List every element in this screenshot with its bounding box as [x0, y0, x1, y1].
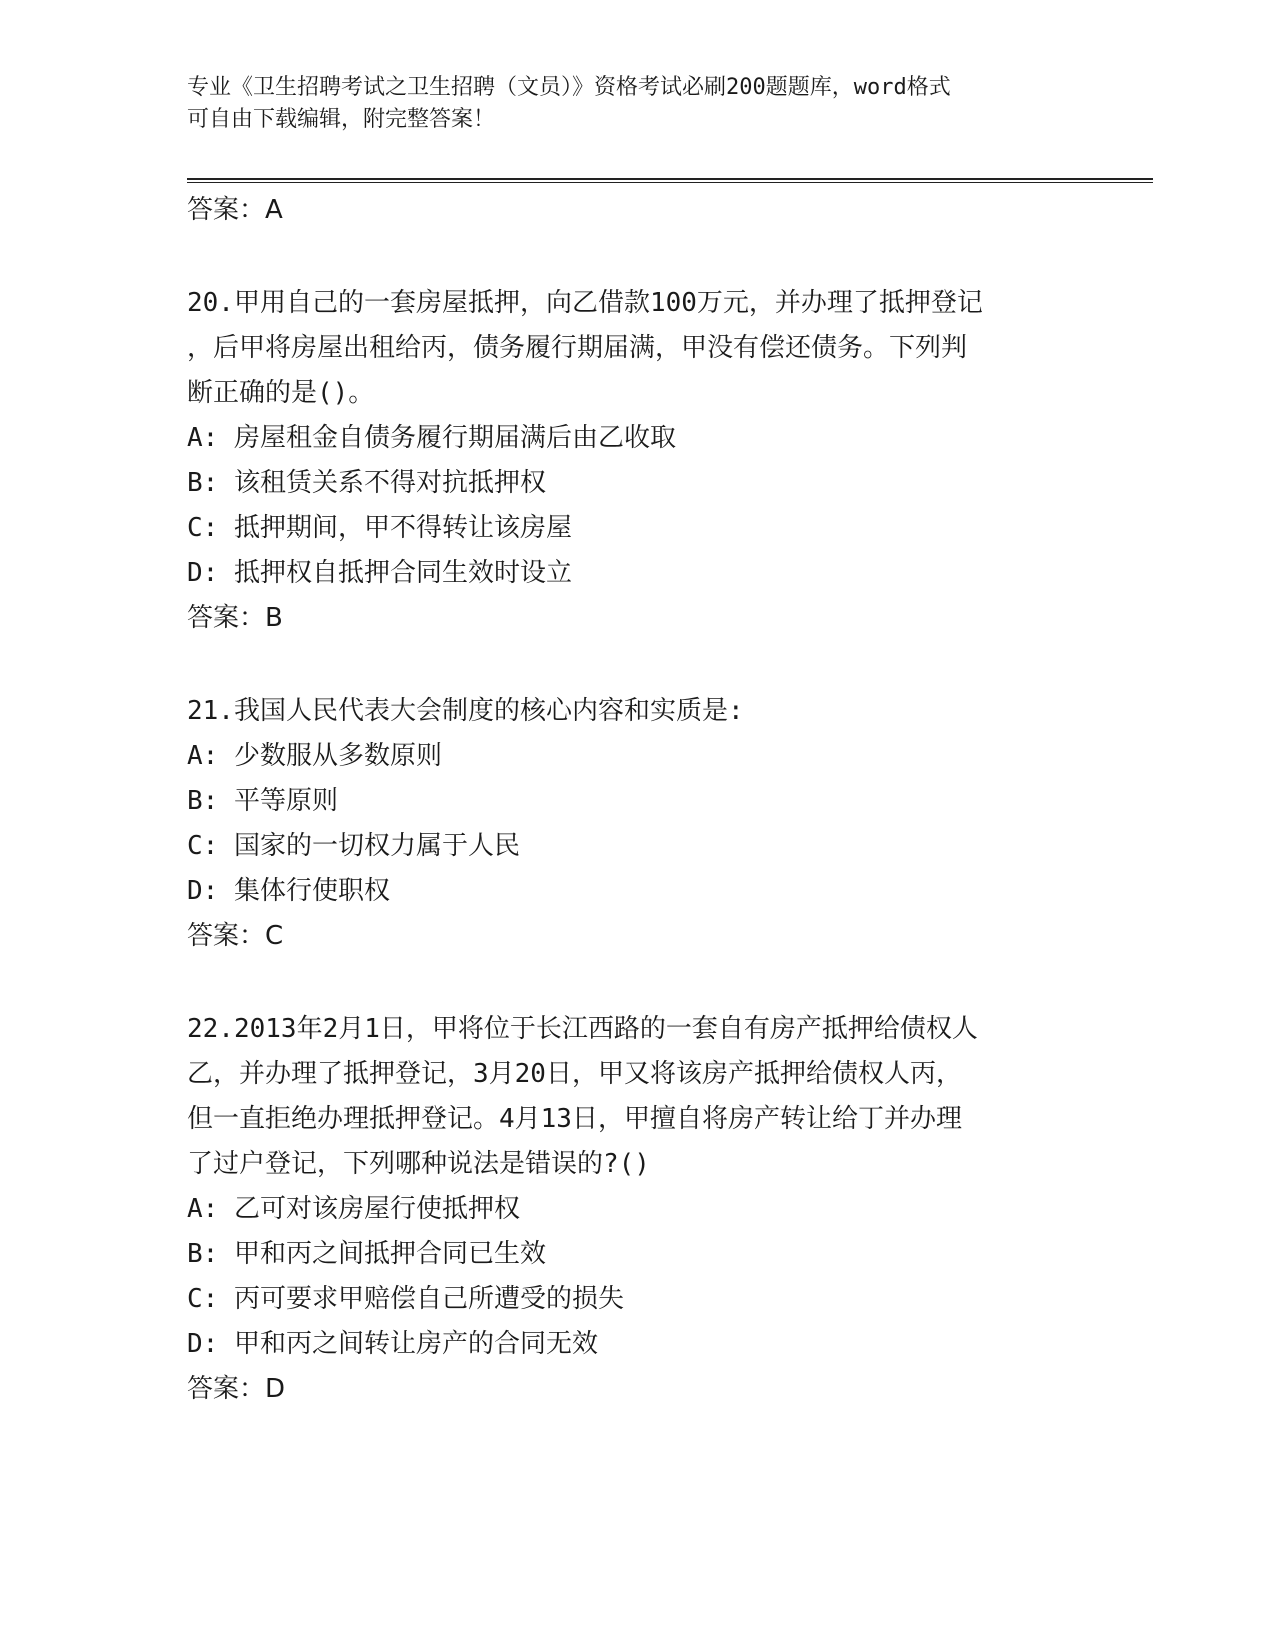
question-text-line: 乙，并办理了抵押登记，3月20日，甲又将该房产抵押给债权人丙， — [187, 1059, 962, 1089]
option-d: D: 抵押权自抵押合同生效时设立 — [187, 558, 572, 588]
option-c: C: 抵押期间，甲不得转让该房屋 — [187, 513, 572, 543]
header-line-2: 可自由下载编辑，附完整答案！ — [187, 107, 496, 132]
option-a: A: 少数服从多数原则 — [187, 741, 442, 771]
question-text-line: 了过户登记，下列哪种说法是错误的?() — [187, 1149, 650, 1179]
option-a: A: 乙可对该房屋行使抵押权 — [187, 1194, 520, 1224]
option-d: D: 甲和丙之间转让房产的合同无效 — [187, 1329, 598, 1359]
question-text-line: 20.甲用自己的一套房屋抵押，向乙借款100万元，并办理了抵押登记 — [187, 288, 983, 318]
question-text-line: 断正确的是()。 — [187, 378, 375, 408]
option-b: B: 平等原则 — [187, 786, 338, 816]
question-content — [187, 188, 1087, 1412]
question-text-line: 但一直拒绝办理抵押登记。4月13日，甲擅自将房产转让给丁并办理 — [187, 1104, 962, 1134]
question-20 — [187, 281, 1087, 641]
question-text-line: ，后甲将房屋出租给丙，债务履行期届满，甲没有偿还债务。下列判 — [187, 333, 968, 363]
answer: 答案：C — [187, 921, 284, 951]
option-d: D: 集体行使职权 — [187, 876, 390, 906]
answer: 答案：D — [187, 1374, 286, 1404]
answer: 答案：B — [187, 603, 283, 633]
option-b: B: 甲和丙之间抵押合同已生效 — [187, 1239, 546, 1269]
question-22 — [187, 1007, 1087, 1412]
option-a: A: 房屋租金自债务履行期届满后由乙收取 — [187, 423, 676, 453]
question-21 — [187, 689, 1087, 959]
header-line-1: 专业《卫生招聘考试之卫生招聘（文员）》资格考试必刷200题题库，word格式 — [187, 75, 951, 100]
option-c: C: 丙可要求甲赔偿自己所遭受的损失 — [187, 1284, 624, 1314]
document-header — [187, 72, 1087, 136]
option-b: B: 该租赁关系不得对抗抵押权 — [187, 468, 546, 498]
header-divider — [187, 178, 1153, 183]
previous-answer: 答案：A — [187, 195, 283, 225]
question-text-line: 22.2013年2月1日，甲将位于长江西路的一套自有房产抵押给债权人 — [187, 1014, 978, 1044]
question-text-line: 21.我国人民代表大会制度的核心内容和实质是: — [187, 696, 744, 726]
option-c: C: 国家的一切权力属于人民 — [187, 831, 520, 861]
